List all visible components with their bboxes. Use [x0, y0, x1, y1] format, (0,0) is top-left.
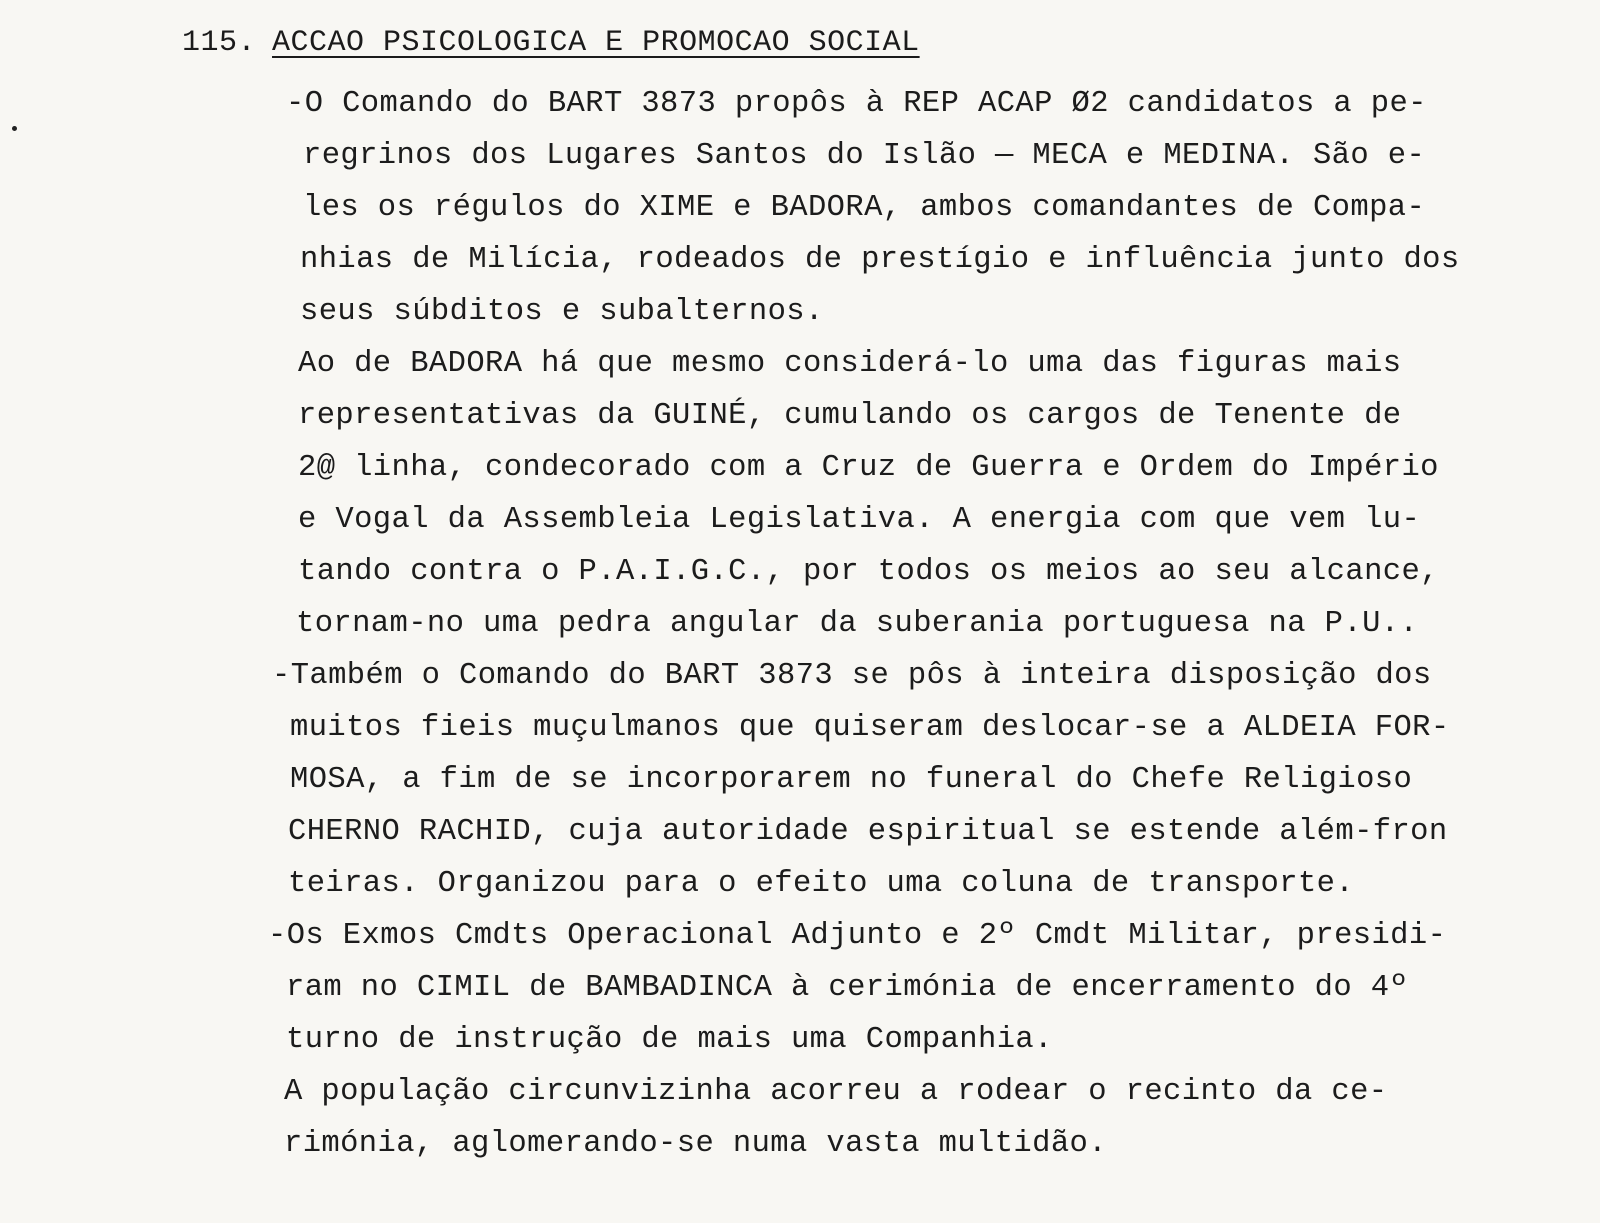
text-line: A população circunvizinha acorreu a rodear o recinto da ce- — [284, 1075, 1388, 1109]
section-heading — [182, 26, 920, 60]
text-line: regrinos dos Lugares Santos do Islão — MECA e MEDINA. São e- — [303, 139, 1426, 173]
text-line: -Também o Comando do BART 3873 se pôs à inteira disposição dos — [272, 659, 1432, 693]
text-line: MOSA, a fim de se incorporarem no funeral do Chefe Religioso — [290, 763, 1413, 797]
text-line: seus súbditos e subalternos. — [300, 295, 824, 329]
text-line: ram no CIMIL de BAMBADINCA à cerimónia de encerramento do 4º — [286, 971, 1409, 1005]
text-line: 2@ linha, condecorado com a Cruz de Guerra e Ordem do Império — [298, 451, 1439, 485]
text-line: representativas da GUINÉ, cumulando os cargos de Tenente de — [298, 399, 1402, 433]
section-number: 115. — [182, 26, 257, 60]
text-line: les os régulos do XIME e BADORA, ambos comandantes de Compa- — [303, 191, 1426, 225]
text-line: muitos fieis muçulmanos que quiseram deslocar-se a ALDEIA FOR- — [290, 711, 1450, 745]
text-line: tando contra o P.A.I.G.C., por todos os meios ao seu alcance, — [298, 555, 1439, 589]
text-line: Ao de BADORA há que mesmo considerá-lo uma das figuras mais — [298, 347, 1402, 381]
text-line: turno de instrução de mais uma Companhia. — [286, 1023, 1053, 1057]
text-line: tornam-no uma pedra angular da suberania portuguesa na P.U.. — [296, 607, 1419, 641]
text-line: CHERNO RACHID, cuja autoridade espiritual se estende além-fron — [288, 815, 1448, 849]
text-line: teiras. Organizou para o efeito uma coluna de transporte. — [288, 867, 1355, 901]
text-line: e Vogal da Assembleia Legislativa. A energia com que vem lu- — [298, 503, 1421, 537]
text-line: -Os Exmos Cmdts Operacional Adjunto e 2º Cmdt Militar, presidi- — [268, 919, 1447, 953]
margin-dot — [12, 126, 17, 131]
text-line: rimónia, aglomerando-se numa vasta multidão. — [284, 1127, 1107, 1161]
section-title: ACCAO PSICOLOGICA E PROMOCAO SOCIAL — [272, 26, 920, 60]
text-line: -O Comando do BART 3873 propôs à REP ACAP Ø2 candidatos a pe- — [286, 87, 1427, 121]
text-line: nhias de Milícia, rodeados de prestígio e influência junto dos — [300, 243, 1460, 277]
